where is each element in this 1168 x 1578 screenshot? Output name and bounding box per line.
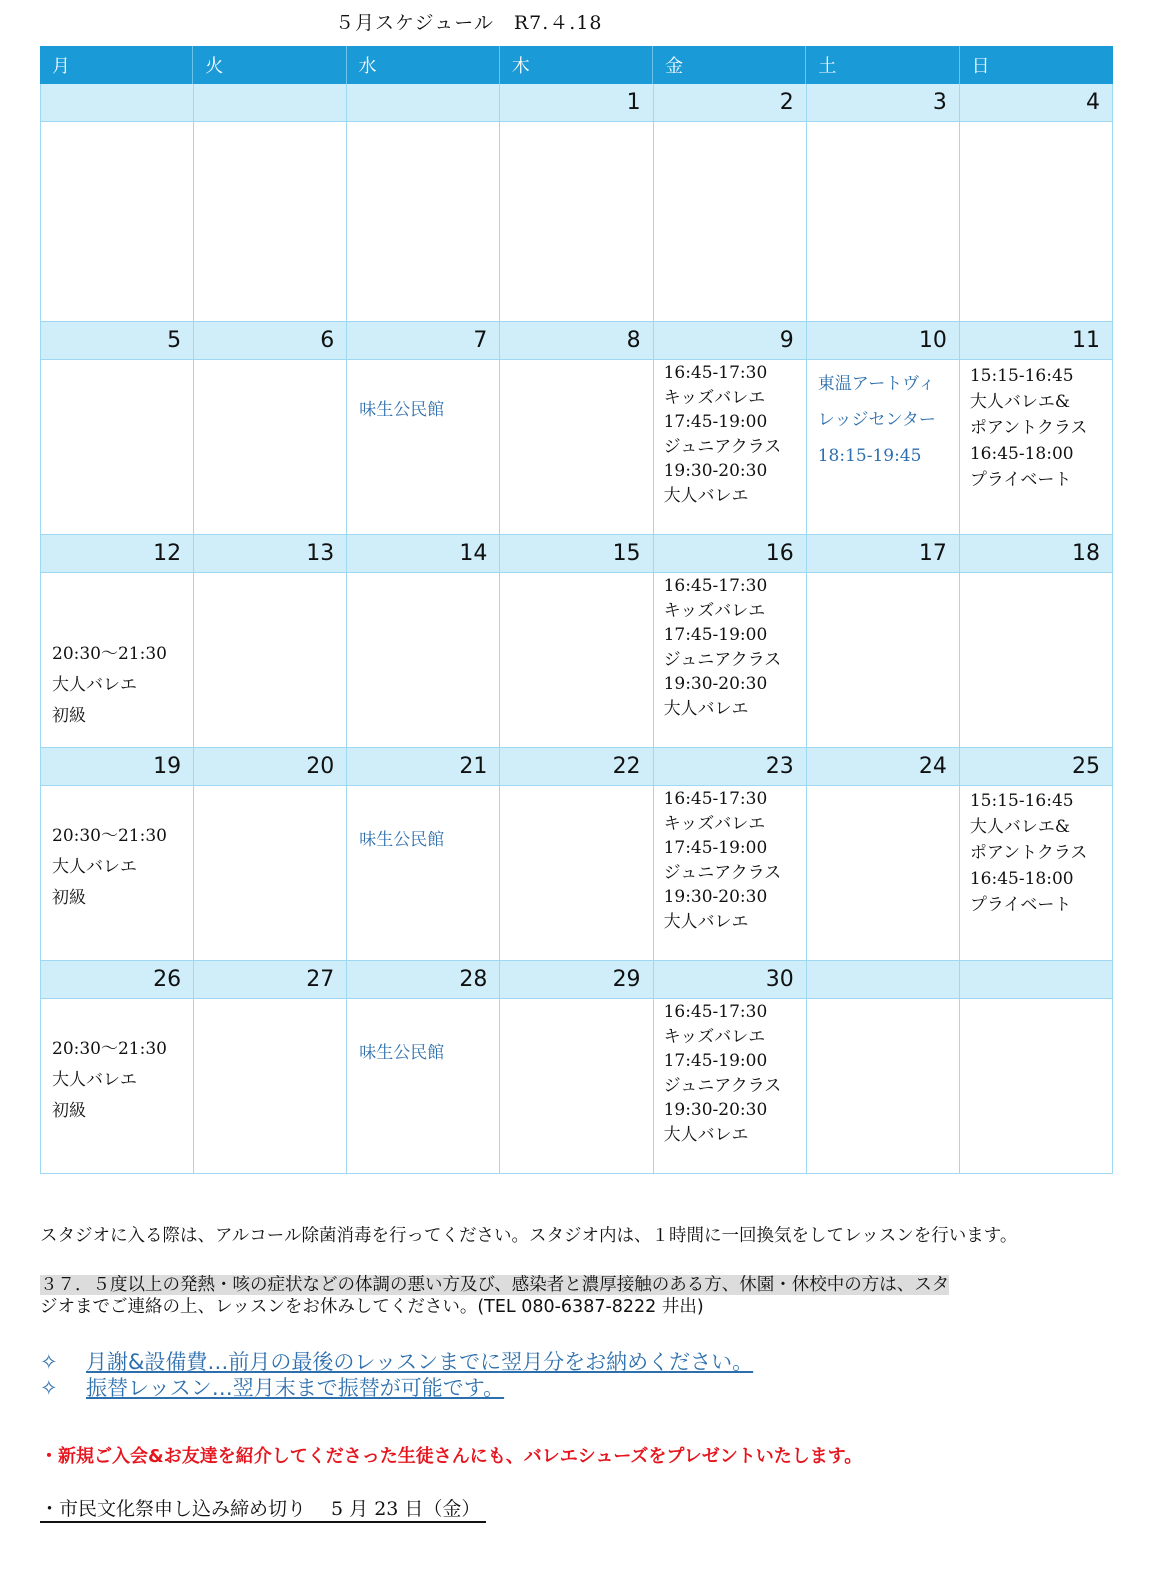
event-text: 15:15-16:45 大人バレエ& ポアントクラス 16:45-18:00 プライベート — [969, 366, 1088, 490]
weekday-sun: 日 — [971, 56, 990, 77]
event-cell — [194, 573, 347, 748]
event-cell — [654, 360, 807, 535]
date-cell: 2 — [654, 84, 807, 122]
calendar — [40, 46, 1113, 1174]
bullet-makeup-text: 振替レッスン…翌月末まで振替が可能です。 — [86, 1376, 505, 1400]
date-cell: 20 — [194, 748, 347, 786]
event-cell — [347, 573, 500, 748]
date-cell: 17 — [807, 535, 960, 573]
event-cell — [41, 573, 194, 748]
event-cell — [41, 360, 194, 535]
date-cell — [960, 961, 1113, 999]
date-cell: 30 — [654, 961, 807, 999]
event-cell — [960, 573, 1113, 748]
week-1-dates — [40, 84, 1113, 122]
event-text: 20:30〜21:30 大人バレエ 初級 — [52, 1039, 167, 1121]
event-text: 20:30〜21:30 大人バレエ 初級 — [52, 826, 167, 908]
date-cell — [41, 84, 194, 122]
week-4-dates — [40, 748, 1113, 786]
date-cell: 8 — [500, 322, 653, 360]
event-cell — [500, 786, 653, 961]
week-3-dates — [40, 535, 1113, 573]
date-cell: 24 — [807, 748, 960, 786]
event-cell — [347, 122, 500, 322]
date-cell: 1 — [500, 84, 653, 122]
event-cell — [960, 999, 1113, 1174]
event-cell — [960, 122, 1113, 322]
date-cell: 12 — [41, 535, 194, 573]
event-cell — [347, 999, 500, 1174]
weekday-thu: 木 — [500, 46, 653, 84]
week-5-events — [40, 999, 1113, 1174]
week-4-events — [40, 786, 1113, 961]
event-cell — [500, 999, 653, 1174]
date-cell: 4 — [960, 84, 1113, 122]
event-cell — [807, 573, 960, 748]
date-cell: 25 — [960, 748, 1113, 786]
event-cell — [807, 999, 960, 1174]
date-cell: 18 — [960, 535, 1113, 573]
event-text: 15:15-16:45 大人バレエ& ポアントクラス 16:45-18:00 プライベート — [969, 791, 1088, 915]
notice-health — [40, 1274, 1150, 1318]
sparkle-icon: ✧ — [40, 1350, 58, 1374]
date-cell: 5 — [41, 322, 194, 360]
date-cell — [807, 961, 960, 999]
event-cell — [807, 360, 960, 535]
date-cell: 15 — [500, 535, 653, 573]
date-cell: 21 — [347, 748, 500, 786]
event-cell — [500, 573, 653, 748]
date-cell: 13 — [194, 535, 347, 573]
event-text: 味生公民館 — [359, 400, 445, 420]
date-cell — [194, 84, 347, 122]
week-3-events — [40, 573, 1113, 748]
event-cell — [41, 786, 194, 961]
event-cell — [654, 122, 807, 322]
event-cell — [194, 999, 347, 1174]
event-cell — [654, 999, 807, 1174]
event-cell — [654, 573, 807, 748]
week-1-events — [40, 122, 1113, 322]
date-cell: 9 — [654, 322, 807, 360]
event-text: 16:45-17:30 キッズバレエ 17:45-19:00 ジュニアクラス 19:30-20:30 大人バレエ — [663, 1002, 782, 1145]
weekday-tue: 火 — [193, 46, 346, 84]
date-cell: 27 — [194, 961, 347, 999]
notice-health-highlight: ３７．５度以上の発熱・咳の症状などの体調の悪い方及び、感染者と濃厚接触のある方、休園・休校中の方は、スタ — [40, 1275, 950, 1295]
event-text: 味生公民館 — [359, 1043, 445, 1063]
date-cell: 7 — [347, 322, 500, 360]
promo-notice: ・新規ご入会&お友達を紹介してくださった生徒さんにも、バレエシューズをプレゼントいたします。 — [40, 1446, 863, 1467]
date-cell: 6 — [194, 322, 347, 360]
date-cell: 14 — [347, 535, 500, 573]
event-cell — [41, 122, 194, 322]
event-cell — [41, 999, 194, 1174]
week-5-dates — [40, 961, 1113, 999]
event-cell — [960, 786, 1113, 961]
weekday-mon: 月 — [40, 46, 193, 84]
event-cell — [194, 360, 347, 535]
event-text: 16:45-17:30 キッズバレエ 17:45-19:00 ジュニアクラス 19:30-20:30 大人バレエ — [663, 576, 782, 719]
event-text: 東温アートヴィ レッジセンター 18:15-19:45 — [817, 374, 936, 466]
event-text: 味生公民館 — [359, 830, 445, 850]
date-cell — [347, 84, 500, 122]
event-cell — [654, 786, 807, 961]
date-cell: 3 — [807, 84, 960, 122]
event-cell — [194, 786, 347, 961]
date-cell: 11 — [960, 322, 1113, 360]
sparkle-icon: ✧ — [40, 1376, 58, 1400]
bullet-tuition-text: 月謝&設備費…前月の最後のレッスンまでに翌月分をお納めください。 — [86, 1350, 754, 1374]
date-cell: 23 — [654, 748, 807, 786]
page-title: ５月スケジュール R7.４.18 — [335, 12, 603, 34]
date-cell: 28 — [347, 961, 500, 999]
event-cell — [347, 786, 500, 961]
weekday-fri: 金 — [653, 46, 806, 84]
weekday-sat: 土 — [806, 46, 959, 84]
notice-health-rest: ジオまでご連絡の上、レッスンをお休みしてください。(TEL 080-6387-8222 井出) — [40, 1297, 704, 1317]
date-cell: 29 — [500, 961, 653, 999]
event-cell — [807, 786, 960, 961]
event-text: 16:45-17:30 キッズバレエ 17:45-19:00 ジュニアクラス 19:30-20:30 大人バレエ — [663, 363, 782, 506]
date-cell: 22 — [500, 748, 653, 786]
date-cell: 16 — [654, 535, 807, 573]
event-text: 20:30〜21:30 大人バレエ 初級 — [52, 644, 167, 726]
weekday-header — [40, 46, 1113, 84]
event-cell — [500, 360, 653, 535]
bullet-makeup — [40, 1372, 504, 1402]
date-cell: 26 — [41, 961, 194, 999]
notice-disinfection: スタジオに入る際は、アルコール除菌消毒を行ってください。スタジオ内は、１時間に一回換気をしてレッスンを行います。 — [40, 1226, 1018, 1246]
week-2-events — [40, 360, 1113, 535]
event-cell — [960, 360, 1113, 535]
event-cell — [500, 122, 653, 322]
weekday-wed: 水 — [347, 46, 500, 84]
week-2-dates — [40, 322, 1113, 360]
deadline-notice: ・市民文化祭申し込み締め切り 5 月 23 日（金） — [40, 1494, 486, 1523]
event-cell — [807, 122, 960, 322]
date-cell: 19 — [41, 748, 194, 786]
event-text: 16:45-17:30 キッズバレエ 17:45-19:00 ジュニアクラス 19:30-20:30 大人バレエ — [663, 789, 782, 932]
event-cell — [194, 122, 347, 322]
date-cell: 10 — [807, 322, 960, 360]
event-cell — [347, 360, 500, 535]
